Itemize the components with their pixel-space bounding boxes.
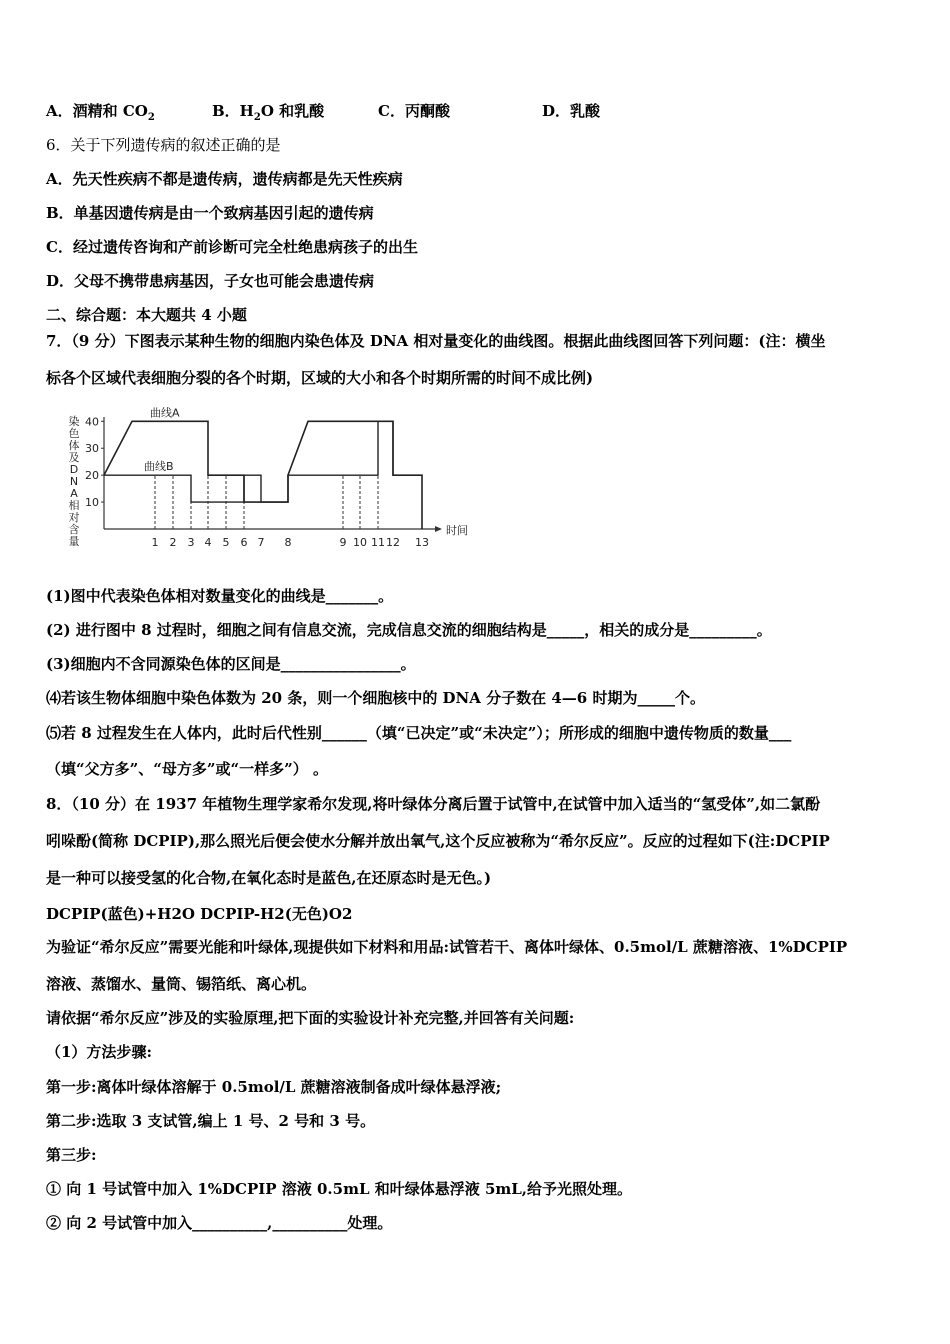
y-tick-label: 20 — [85, 469, 99, 483]
dna-chromosome-chart — [60, 403, 485, 558]
q7-part1: (1)图中代表染色体相对数量变化的曲线是_______。 — [46, 587, 394, 605]
q6-option-d: D．父母不携带患病基因，子女也可能会患遗传病 — [46, 272, 375, 290]
y-axis-label-char: 相 — [68, 499, 80, 512]
curve-a-label: 曲线A — [150, 406, 180, 420]
x-tick-label: 8 — [284, 536, 292, 549]
q5-option-b: B．$H_2O$ 和乳酸 — [212, 102, 325, 123]
q7-part4: ⑷若该生物体细胞中染色体数为 20 条，则一个细胞核中的 DNA 分子数在 4—6 时期为_____个。 — [46, 689, 705, 707]
y-axis-label-char: 对 — [68, 511, 80, 524]
y-axis-label-char: A — [70, 487, 78, 500]
x-tick-label: 11 — [371, 536, 385, 549]
q6-stem: 6．关于下列遗传病的叙述正确的是 — [46, 136, 281, 154]
q6-option-c: C．经过遗传咨询和产前诊断可完全杜绝患病孩子的出生 — [46, 238, 418, 256]
q7-part5-line1: ⑸若 8 过程发生在人体内，此时后代性别______（填“已决定”或“未决定”）；所形成的细胞中遗传物质的数量___ — [46, 724, 792, 742]
q6-option-b: B．单基因遗传病是由一个致病基因引起的遗传病 — [46, 204, 374, 222]
x-tick-label: 9 — [339, 536, 347, 549]
x-tick-label: 10 — [353, 536, 367, 549]
q8-verify-line1: 为验证“希尔反应”需要光能和叶绿体,现提供如下材料和用品:试管若干、离体叶绿体、0.5mol/L 蔗糖溶液、1%DCPIP — [46, 938, 848, 956]
q8-stem-line1: 8．（10 分）在 1937 年植物生理学家希尔发现,将叶绿体分离后置于试管中,在试管中加入适当的“氢受体”,如二氯酚 — [46, 795, 821, 813]
y-axis-label-char: N — [69, 475, 79, 488]
q8-step3: 第三步: — [46, 1146, 97, 1164]
q8-reaction: DCPIP(蓝色)+H2O DCPIP-H2(无色)O2 — [46, 905, 353, 923]
q8-verify-line2: 溶液、蒸馏水、量筒、锡箔纸、离心机。 — [46, 975, 317, 993]
y-tick-label: 30 — [85, 442, 99, 456]
q8-stem-line3: 是一种可以接受氢的化合物,在氧化态时是蓝色,在还原态时是无色。) — [46, 869, 492, 887]
x-tick-label: 7 — [257, 536, 265, 549]
q5-option-c: C．丙酮酸 — [378, 102, 450, 120]
q7-part3: (3)细胞内不含同源染色体的区间是________________。 — [46, 655, 416, 673]
y-tick-label: 40 — [85, 415, 99, 429]
y-axis-label-char: D — [69, 463, 79, 476]
q7-part2: (2) 进行图中 8 过程时，细胞之间有信息交流，完成信息交流的细胞结构是_____，相关的成分是_________。 — [46, 621, 772, 639]
q7-stem-line2: 标各个区域代表细胞分裂的各个时期，区域的大小和各个时期所需的时间不成比例) — [46, 369, 594, 387]
x-tick-label: 6 — [240, 536, 248, 549]
x-tick-label: 5 — [222, 536, 230, 549]
x-tick-label: 4 — [204, 536, 212, 549]
q8-tube1: ① 向 1 号试管中加入 1%DCPIP 溶液 0.5mL 和叶绿体悬浮液 5mL,给予光照处理。 — [46, 1180, 633, 1198]
q8-method-heading: （1）方法步骤: — [46, 1043, 152, 1061]
x-tick-label: 3 — [187, 536, 195, 549]
x-axis-label: 时间 — [446, 524, 468, 537]
q5-option-a: A．酒精和 $CO_2$ — [46, 102, 155, 123]
section-heading: 二、综合题：本大题共 4 小题 — [46, 306, 247, 324]
q5-option-d: D．乳酸 — [542, 102, 601, 120]
q6-option-a: A．先天性疾病不都是遗传病，遗传病都是先天性疾病 — [46, 170, 403, 188]
x-tick-label: 12 — [386, 536, 400, 549]
q8-tube2: ② 向 2 号试管中加入__________,__________处理。 — [46, 1214, 393, 1232]
x-tick-label: 1 — [151, 536, 159, 549]
q7-stem-line1: 7．（9 分）下图表示某种生物的细胞内染色体及 DNA 相对量变化的曲线图。根据此曲线图回答下列问题：(注：横坐 — [46, 332, 826, 350]
q8-step2: 第二步:选取 3 支试管,编上 1 号、2 号和 3 号。 — [46, 1112, 376, 1130]
q8-instruction: 请依据“希尔反应”涉及的实验原理,把下面的实验设计补充完整,并回答有关问题: — [46, 1009, 575, 1027]
y-axis-label-char: 色 — [68, 427, 80, 440]
q8-stem-line2: 吲哚酚(简称 DCPIP),那么照光后便会使水分解并放出氧气,这个反应被称为“希尔反应”。反应的过程如下(注:DCPIP — [46, 832, 830, 850]
curve-b-label: 曲线B — [144, 460, 174, 474]
x-tick-label: 2 — [169, 536, 177, 549]
y-tick-label: 10 — [85, 496, 99, 510]
q7-part5-line2: （填“父方多”、“母方多”或“一样多”） 。 — [46, 760, 328, 778]
x-axis-arrow — [435, 526, 442, 532]
y-axis-label-char: 及 — [68, 451, 80, 464]
y-axis-label-char: 染 — [68, 415, 80, 428]
y-axis-label-char: 体 — [68, 439, 80, 452]
y-axis-label-char: 含 — [68, 523, 80, 536]
q8-step1: 第一步:离体叶绿体溶解于 0.5mol/L 蔗糖溶液制备成叶绿体悬浮液; — [46, 1078, 502, 1096]
y-axis-label-char: 量 — [68, 535, 80, 548]
x-tick-label: 13 — [415, 536, 429, 549]
